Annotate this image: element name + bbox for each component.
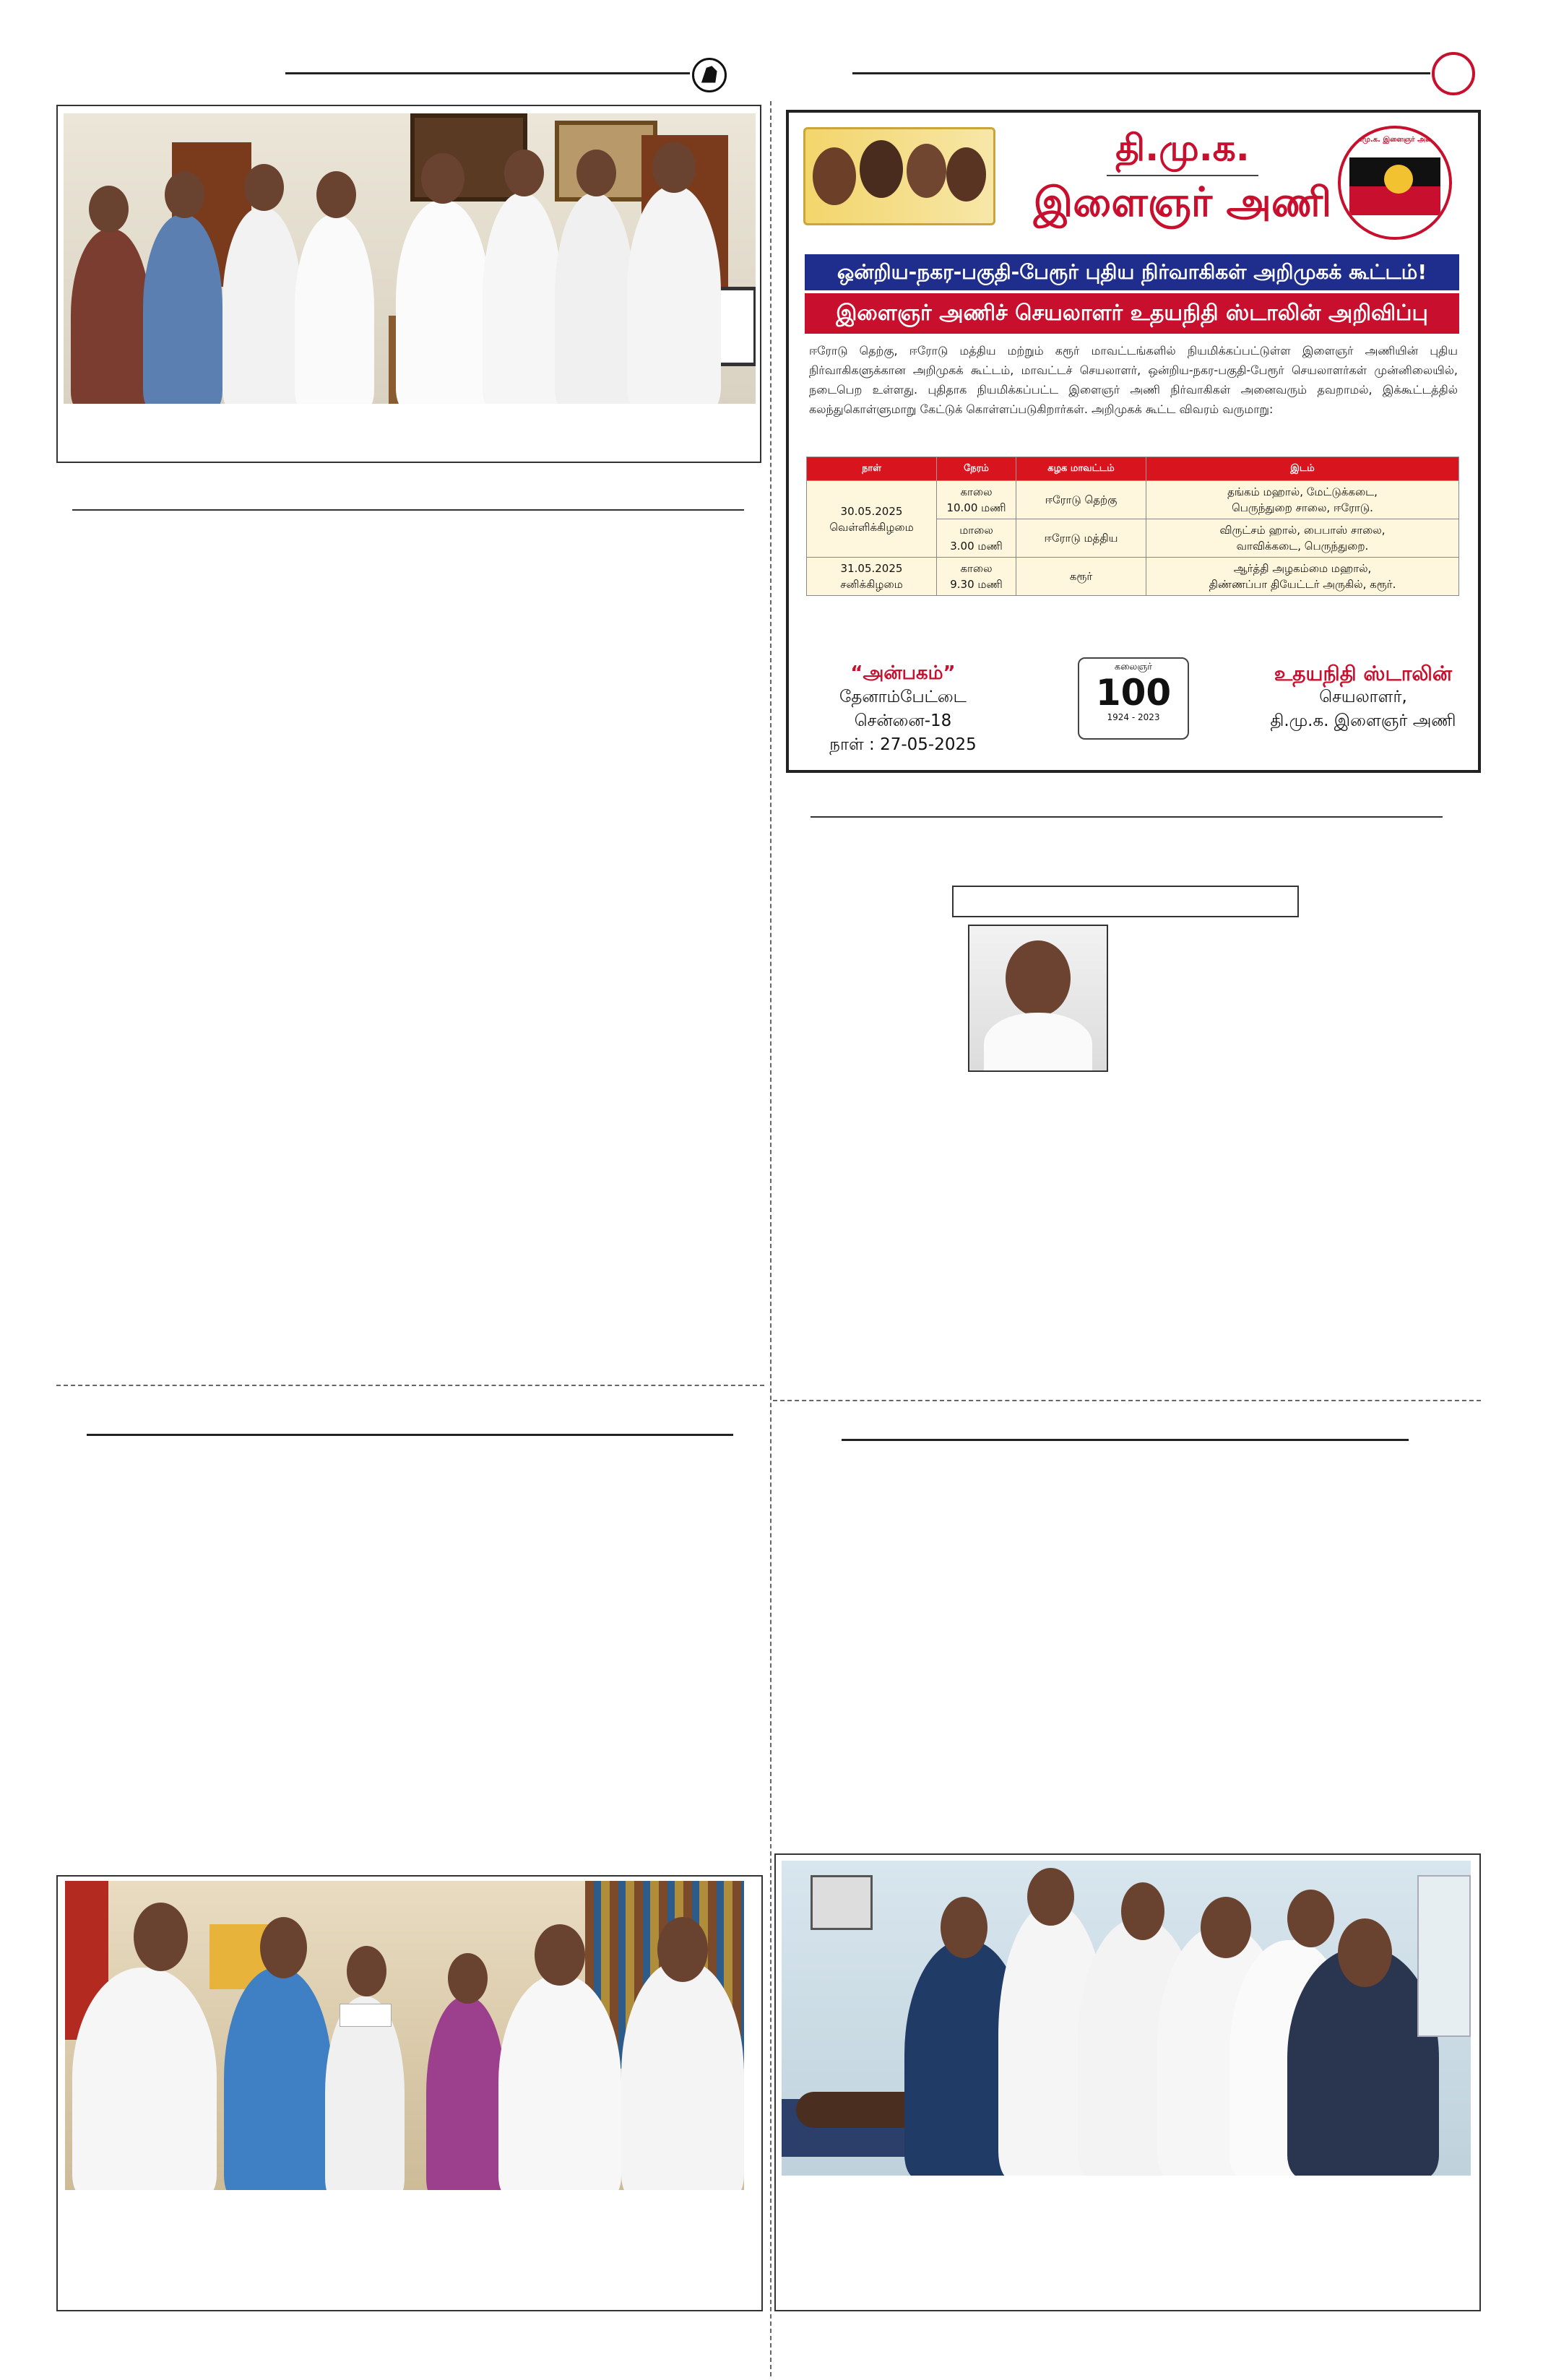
logo-top-text: கலைஞர்: [1114, 662, 1153, 672]
article-rule-top-left: [72, 509, 744, 511]
ad-banner-meeting: ஒன்றிய-நகர-பகுதி-பேரூர் புதிய நிர்வாகிகள் அறிமுகக் கூட்டம்!: [805, 254, 1459, 290]
header-rule-left: [285, 72, 690, 74]
section-divider-left: [56, 1385, 764, 1386]
article-rule-lower-left: [87, 1434, 733, 1436]
logo-number: 100: [1095, 672, 1172, 714]
photo-meeting-office: [64, 113, 756, 404]
headline-box-empty: [952, 886, 1299, 917]
time-cell: காலை: [960, 485, 993, 498]
day-cell: சனிக்கிழமை: [840, 578, 903, 591]
district-cell: கரூர்: [1016, 558, 1146, 596]
photo-hospital-visit: [782, 1861, 1471, 2176]
ad-body-text: ஈரோடு தெற்கு, ஈரோடு மத்திய மற்றும் கரூர் மாவட்டங்களில் நியமிக்கப்பட்டுள்ள இளைஞர் அணியின் புதிய நிர்வாகிகளுக்கான அறிமுகக் கூட்டம், மாவட்டச் செயலாளர், ஒன்றிய-நகர-பகுதி-பேரூர் செயலாளர்கள் முன்னிலையில், நடைபெற உள்ளது. புதிதாக நியமிக்கப்பட்ட இளைஞர் அணி நிர்வாகிகள் அனைவரும் தவறாமல், இக்கூட்டத்தில் கலந்துகொள்ளுமாறு கேட்டுக் கொள்ளப்படுகிறார்கள். அறிமுகக் கூட்ட விவரம் வருமாறு:: [809, 344, 1458, 416]
ad-title-party: தி.மு.க.: [1115, 127, 1250, 169]
logo-years: 1924 - 2023: [1107, 712, 1160, 722]
day-cell: வெள்ளிக்கிழமை: [829, 520, 914, 534]
dmk-youth-wing-advertisement: [786, 110, 1481, 773]
date-cell: 31.05.2025: [840, 562, 903, 575]
ad-banner-announcement: இளைஞர் அணிச் செயலாளர் உதயநிதி ஸ்டாலின் அறிவிப்பு: [805, 293, 1459, 334]
venue-cell: விருட்சம் ஹால், பைபாஸ் சாலை,: [1219, 524, 1386, 537]
district-cell: ஈரோடு மத்திய: [1016, 519, 1146, 558]
signatory-name: உதயநிதி ஸ்டாலின்: [1274, 662, 1453, 685]
party-symbol-icon: [692, 58, 727, 92]
article-rule-right: [811, 816, 1443, 818]
col-date-header: நாள்: [807, 457, 937, 481]
table-row: [807, 558, 1459, 596]
time-cell: காலை: [960, 562, 993, 575]
address-anbagam: “அன்பகம்”: [850, 662, 956, 684]
page-number-circle: [1432, 52, 1475, 95]
address-line: தேனாம்பேட்டை: [839, 688, 967, 706]
time-cell: மாலை: [959, 524, 993, 537]
signatory-org: தி.மு.க. இளைஞர் அணி: [1270, 711, 1456, 730]
youth-wing-emblem: [1338, 126, 1452, 240]
venue-cell: ஆர்த்தி அழகம்மை மஹால்,: [1233, 562, 1372, 575]
time-cell: 3.00 மணி: [950, 540, 1003, 553]
section-divider-right: [773, 1400, 1481, 1401]
emblem-text: தி.மு.க. இளைஞர் அணி: [1353, 136, 1437, 144]
table-row: [807, 481, 1459, 519]
kalaignar-100-logo: [1078, 657, 1189, 740]
district-cell: ஈரோடு தெற்கு: [1016, 481, 1146, 519]
header-rule-right: [852, 72, 1430, 74]
col-venue-header: இடம்: [1146, 457, 1459, 481]
date-cell: 30.05.2025: [840, 504, 903, 518]
portrait-photo: [968, 925, 1108, 1072]
ad-footer-address: [809, 662, 997, 757]
address-line: சென்னை-18: [854, 711, 952, 730]
venue-cell: திண்ணப்பா தியேட்டர் அருகில், கரூர்.: [1209, 578, 1396, 591]
ad-title-wing: இளைஞர் அணி: [1033, 179, 1332, 226]
signatory-role: செயலாளர்,: [1319, 688, 1407, 706]
schedule-table: [806, 456, 1459, 596]
photo-handing-over: [65, 1881, 744, 2190]
time-cell: 9.30 மணி: [950, 578, 1003, 591]
ad-date: நாள் : 27-05-2025: [829, 735, 977, 754]
column-divider: [770, 101, 772, 2376]
venue-cell: பெருந்துறை சாலை, ஈரோடு.: [1232, 501, 1373, 514]
ad-footer-signatory: [1258, 662, 1468, 733]
col-time-header: நேரம்: [937, 457, 1016, 481]
col-district-header: கழக மாவட்டம்: [1016, 457, 1146, 481]
leaders-photo: [803, 127, 995, 225]
time-cell: 10.00 மணி: [946, 501, 1006, 514]
venue-cell: தங்கம் மஹால், மேட்டுக்கடை,: [1227, 485, 1378, 498]
article-rule-lower-right: [842, 1439, 1409, 1441]
venue-cell: வாவிக்கடை, பெருந்துறை.: [1236, 540, 1369, 553]
